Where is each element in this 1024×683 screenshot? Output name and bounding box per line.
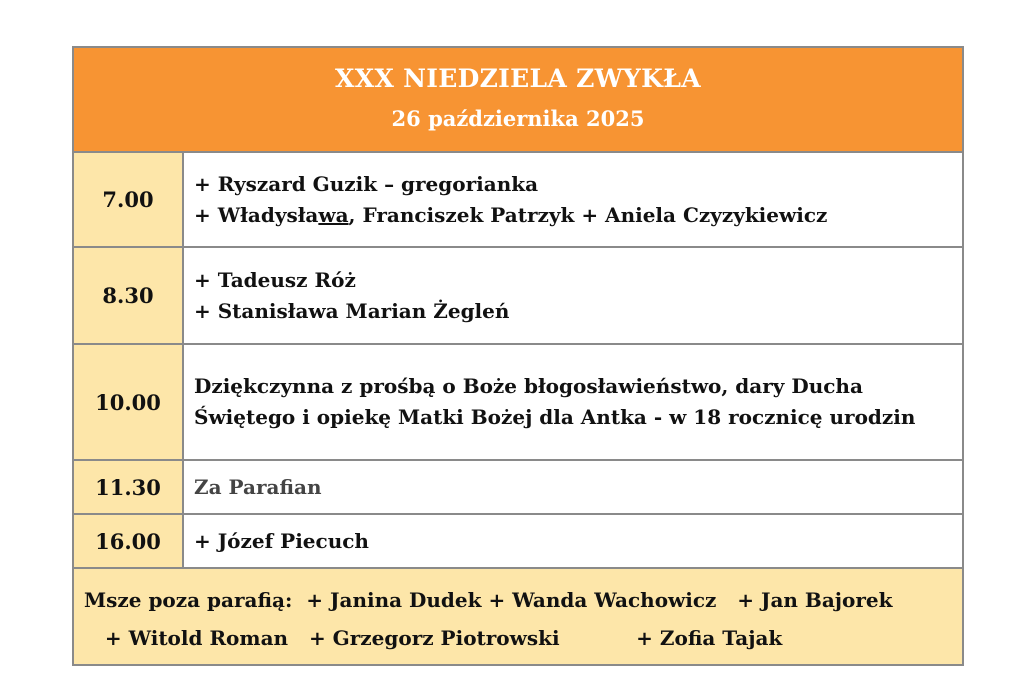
mass-intentions [184, 345, 962, 459]
mass-row-1000 [74, 345, 962, 461]
intention-line [194, 200, 952, 231]
intention-line: Za Parafian [194, 474, 322, 499]
table-header [74, 48, 962, 153]
sunday-date: 26 października 2025 [391, 106, 645, 131]
intention-line: + Tadeusz Róż [194, 267, 356, 292]
mass-intentions-table [72, 46, 964, 666]
mass-time: 8.30 [74, 248, 184, 343]
footer-line: Msze poza parafią: + Janina Dudek + Wanda Wachowicz + Jan Bajorek [84, 588, 893, 612]
masses-outside-parish [74, 569, 962, 664]
mass-row-1600 [74, 515, 962, 569]
mass-time: 16.00 [74, 515, 184, 567]
intention-text: + Władysła [194, 202, 319, 227]
mass-row-0700 [74, 153, 962, 248]
intention-text: , Franciszek Patrzyk + Aniela Czyzykiewicz [348, 202, 828, 227]
mass-time: 10.00 [74, 345, 184, 459]
intention-line: + Ryszard Guzik – gregorianka [194, 171, 539, 196]
mass-row-1130 [74, 461, 962, 515]
mass-intentions [184, 461, 962, 513]
intention-line: + Józef Piecuch [194, 528, 369, 553]
footer-line: + Witold Roman + Grzegorz Piotrowski + Zofia Tajak [84, 626, 783, 650]
mass-time: 11.30 [74, 461, 184, 513]
intention-line: Dziękczynna z prośbą o Boże błogosławieństwo, dary Ducha Świętego i opiekę Matki Bożej dla Antka - w 18 rocznicę urodzin [194, 374, 916, 429]
mass-row-0830 [74, 248, 962, 345]
sunday-title: XXX NIEDZIELA ZWYKŁA [335, 64, 701, 93]
mass-intentions [184, 515, 962, 567]
mass-intentions [184, 153, 962, 246]
underlined-text: wa [318, 202, 349, 227]
intention-line: + Stanisława Marian Żegleń [194, 298, 510, 323]
mass-intentions [184, 248, 962, 343]
mass-time: 7.00 [74, 153, 184, 246]
